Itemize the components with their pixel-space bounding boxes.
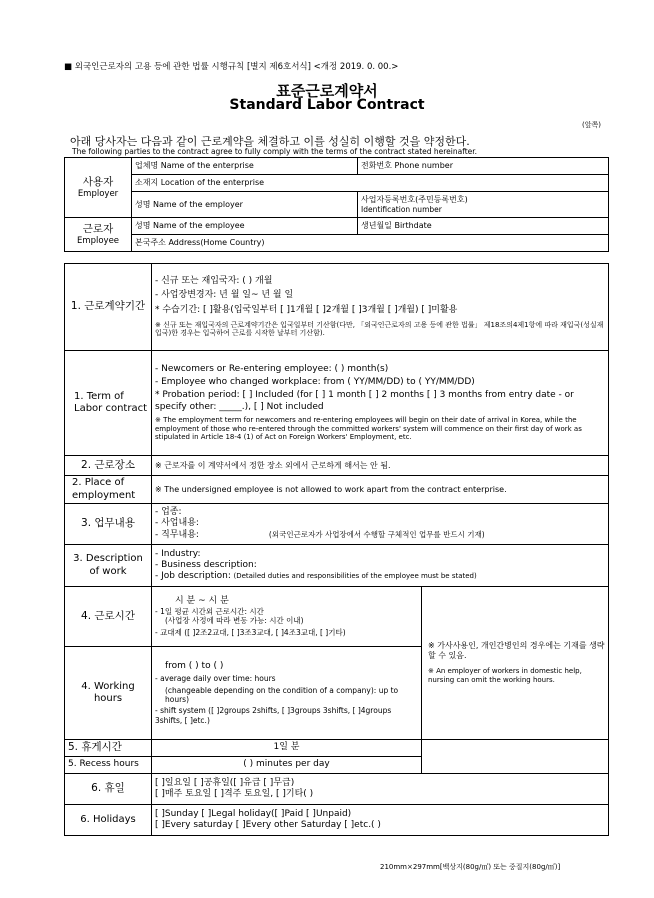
employee-name-field[interactable]: 성명 Name of the employee	[132, 218, 358, 235]
recess-blank	[422, 740, 609, 757]
term-label-en: 1. Term of Labor contract	[65, 351, 152, 456]
birthdate-field[interactable]: 생년월일 Birthdate	[358, 218, 609, 235]
id-number-field[interactable]: 사업자등록번호(주민등록번호) Identification number	[358, 192, 609, 218]
hours-label-en: 4. Working hours	[65, 647, 152, 740]
place-label-en: 2. Place of employment	[65, 476, 152, 504]
paper-spec: 210mm×297mm[백상지(80g/㎡) 또는 중질지(80g/㎡)]	[380, 863, 561, 871]
place-en-note: ※ The undersigned employee is not allowed to work apart from the contract enterprise.	[152, 476, 609, 504]
home-address-field[interactable]: 본국주소 Address(Home Country)	[132, 235, 609, 252]
front-page-mark: (앞쪽)	[582, 121, 601, 129]
holiday-ko-content: [ ]일요일 [ ]공휴일([ ]유급 [ ]무급) [ ]매주 토요일 [ ]격주 토요일, [ ]기타( )	[152, 774, 609, 805]
recess-label-en: 5. Recess hours	[65, 757, 152, 774]
agreement-english: The following parties to the contract agree to fully comply with the terms of the contract stated hereinafter.	[72, 147, 478, 156]
title-english: Standard Labor Contract	[229, 97, 425, 113]
work-label-ko: 3. 업무내용	[65, 504, 152, 545]
term-label-ko: 1. 근로계약기간	[65, 264, 152, 351]
holiday-en-content: [ ]Sunday [ ]Legal holiday([ ]Paid [ ]Unpaid) [ ]Every saturday [ ]Every other Saturday [ ]etc.( )	[152, 805, 609, 836]
hours-note: ※ 가사사용인, 개인간병인의 경우에는 기재를 생략할 수 있음. ※ An employer of workers in domestic help, nursing can omit the working hours.	[422, 587, 609, 740]
recess-label-ko: 5. 휴게시간	[65, 740, 152, 757]
place-ko-note: ※ 근로자를 이 계약서에서 정한 장소 외에서 근로하게 해서는 안 됨.	[152, 456, 609, 476]
title-korean: 표준근로계약서	[276, 82, 378, 100]
holiday-label-en: 6. Holidays	[65, 805, 152, 836]
recess-en-value[interactable]: ( ) minutes per day	[152, 757, 422, 774]
parties-table	[64, 157, 609, 252]
hours-label-ko: 4. 근로시간	[65, 587, 152, 647]
recess-ko-value[interactable]: 1일 분	[152, 740, 422, 757]
place-label-ko: 2. 근로장소	[65, 456, 152, 476]
term-ko-content: - 신규 또는 재입국자: ( ) 개월 - 사업장변경자: 년 월 일~ 년 월 일 * 수습기간: [ ]활용(입국일부터 [ ]1개월 [ ]2개월 [ ]3개월 [ ]개월) [ ]미활용 ※ 신규 또는 재입국자의 근로계약기간은 입국일부터 기산함(다만, 「외국인근로자의 고용 등에 관한 법률」 제18조의4제1항에 따라 재입국(성실재입국)한 경우는 입국하여 근로를 시작한 날부터 기산함).	[152, 264, 609, 351]
location-field[interactable]: 소재지 Location of the enterprise	[132, 175, 609, 192]
phone-field[interactable]: 전화번호 Phone number	[358, 158, 609, 175]
enterprise-name-field[interactable]: 업체명 Name of the enterprise	[132, 158, 358, 175]
employer-label: 사용자 Employer	[65, 158, 132, 218]
employer-name-field[interactable]: 성명 Name of the employer	[132, 192, 358, 218]
recess-blank-2	[422, 757, 609, 774]
holiday-label-ko: 6. 휴일	[65, 774, 152, 805]
work-ko-content: - 업종: - 사업내용: - 직무내용: (외국인근로자가 사업장에서 수행할 구체적인 업무를 반드시 기재)	[152, 504, 609, 545]
hours-en-content: from ( ) to ( ) - average daily over time: hours (changeable depending on the condition of a company): up to hours) - shift system ([ ]2groups 2shifts, [ ]3groups 3shifts, [ ]4groups 3shifts, [ ]etc.)	[152, 647, 422, 740]
form-reference: ■ 외국인근로자의 고용 등에 관한 법률 시행규칙 [별지 제6호서식] <개정 2019. 0. 00.>	[64, 62, 399, 72]
term-en-content: - Newcomers or Re-entering employee: ( ) month(s) - Employee who changed workplace: from ( YY/MM/DD) to ( YY/MM/DD) * Probation period: [ ] Included (for [ ] 1 month [ ] 2 months [ ] 3 months from entry date - or specify other: _____.), [ ] Not included ※ The employment term for newcomers and re-entering employees will begin on their date of arrival in Korea, while the employment of those who re-entered through the committed workers' system will commence on their first day of work as stipulated in Article 18-4 (1) of Act on Foreign Workers' Employment, etc.	[152, 351, 609, 456]
work-label-en: 3. Description of work	[65, 545, 152, 587]
hours-ko-content: 시 분 ~ 시 분 - 1일 평균 시간외 근로시간: 시간 (사업장 사정에 따라 변동 가능: 시간 이내) - 교대제 ([ ]2조2교대, [ ]3조3교대, [ ]4조3교대, [ ]기타)	[152, 587, 422, 647]
agreement-korean: 아래 당사자는 다음과 같이 근로계약을 체결하고 이를 성실히 이행할 것을 약정한다.	[70, 135, 470, 148]
terms-table	[64, 263, 609, 836]
employee-label: 근로자 Employee	[65, 218, 132, 252]
work-en-content: - Industry: - Business description: - Job description: (Detailed duties and responsibilities of the employee must be stated)	[152, 545, 609, 587]
